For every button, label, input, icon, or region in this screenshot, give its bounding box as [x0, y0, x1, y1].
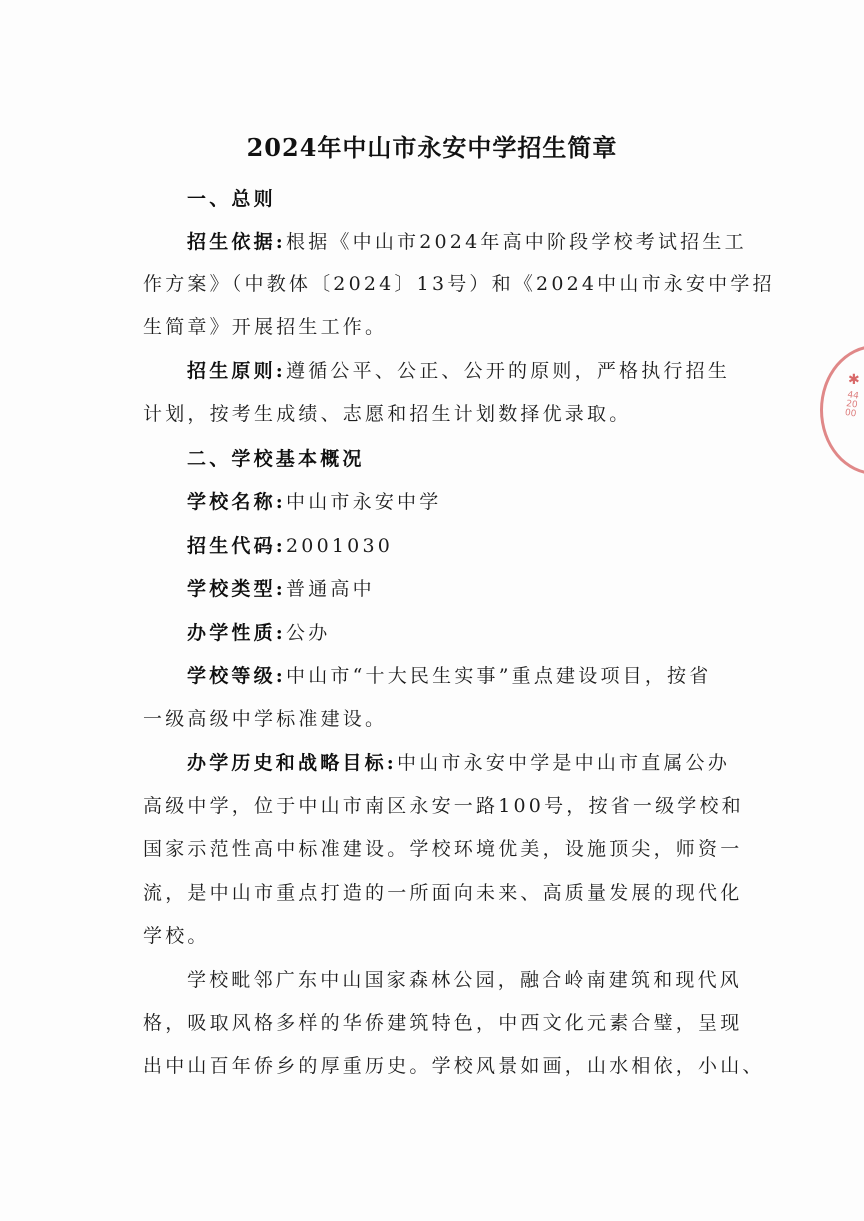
paragraph-line-3: 出中山百年侨乡的厚重历史。学校风景如画，山水相依，小山、: [143, 1055, 765, 1077]
paragraph-line-2: 格，吸取风格多样的华侨建筑特色，中西文化元素合璧，呈现: [143, 1012, 743, 1034]
school-grade-label: 学校等级:: [187, 665, 287, 687]
school-name-value: 中山市永安中学: [286, 491, 442, 513]
history-line-2: 高级中学，位于中山市南区永安一路100号，按省一级学校和: [143, 795, 744, 817]
school-code-value: 2001030: [286, 535, 394, 557]
section-heading-general: 一、总则: [187, 188, 276, 210]
school-nature-row: [187, 618, 330, 645]
school-nature-label: 办学性质:: [187, 622, 287, 644]
basis-line-2: 作方案》（中教体〔2024〕13号）和《2024中山市永安中学招: [143, 273, 775, 295]
history-label: 办学历史和战略目标:: [187, 752, 398, 774]
school-name-row: [187, 487, 441, 514]
principle-line-2: 计划，按考生成绩、志愿和招生计划数择优录取。: [143, 403, 632, 425]
school-nature-value: 公办: [286, 622, 331, 644]
history-line-1: [187, 748, 730, 775]
school-grade-line-2: 一级高级中学标准建设。: [143, 708, 388, 730]
principle-line-1: [187, 356, 730, 383]
principle-text-1: 遵循公平、公正、公开的原则，严格执行招生: [286, 360, 731, 382]
school-name-label: 学校名称:: [187, 491, 287, 513]
basis-label: 招生依据:: [187, 231, 287, 253]
basis-line-3: 生简章》开展招生工作。: [143, 316, 388, 338]
school-type-label: 学校类型:: [187, 578, 287, 600]
history-line-5: 学校。: [143, 925, 210, 947]
seal-number: 442000: [844, 390, 860, 420]
seal-star-icon: ✱: [848, 372, 860, 388]
school-code-row: [187, 531, 393, 558]
principle-label: 招生原则:: [187, 360, 287, 382]
history-text-1: 中山市永安中学是中山市直属公办: [397, 752, 731, 774]
page-title: 2024年中山市永安中学招生简章: [246, 133, 618, 162]
school-type-value: 普通高中: [286, 578, 375, 600]
section-heading-overview: 二、学校基本概况: [187, 448, 365, 470]
paragraph-line-1: 学校毗邻广东中山国家森林公园，融合岭南建筑和现代风: [187, 969, 743, 991]
school-type-row: [187, 574, 375, 601]
history-line-3: 国家示范性高中标准建设。学校环境优美，设施顶尖，师资一: [143, 838, 743, 860]
school-code-label: 招生代码:: [187, 535, 287, 557]
basis-text-1: 根据《中山市2024年高中阶段学校考试招生工: [286, 231, 747, 253]
history-line-4: 流，是中山市重点打造的一所面向未来、高质量发展的现代化: [143, 882, 743, 904]
basis-line-1: [187, 227, 747, 254]
school-grade-text-1: 中山市“十大民生实事”重点建设项目，按省: [286, 665, 712, 687]
school-grade-line-1: [187, 661, 711, 688]
